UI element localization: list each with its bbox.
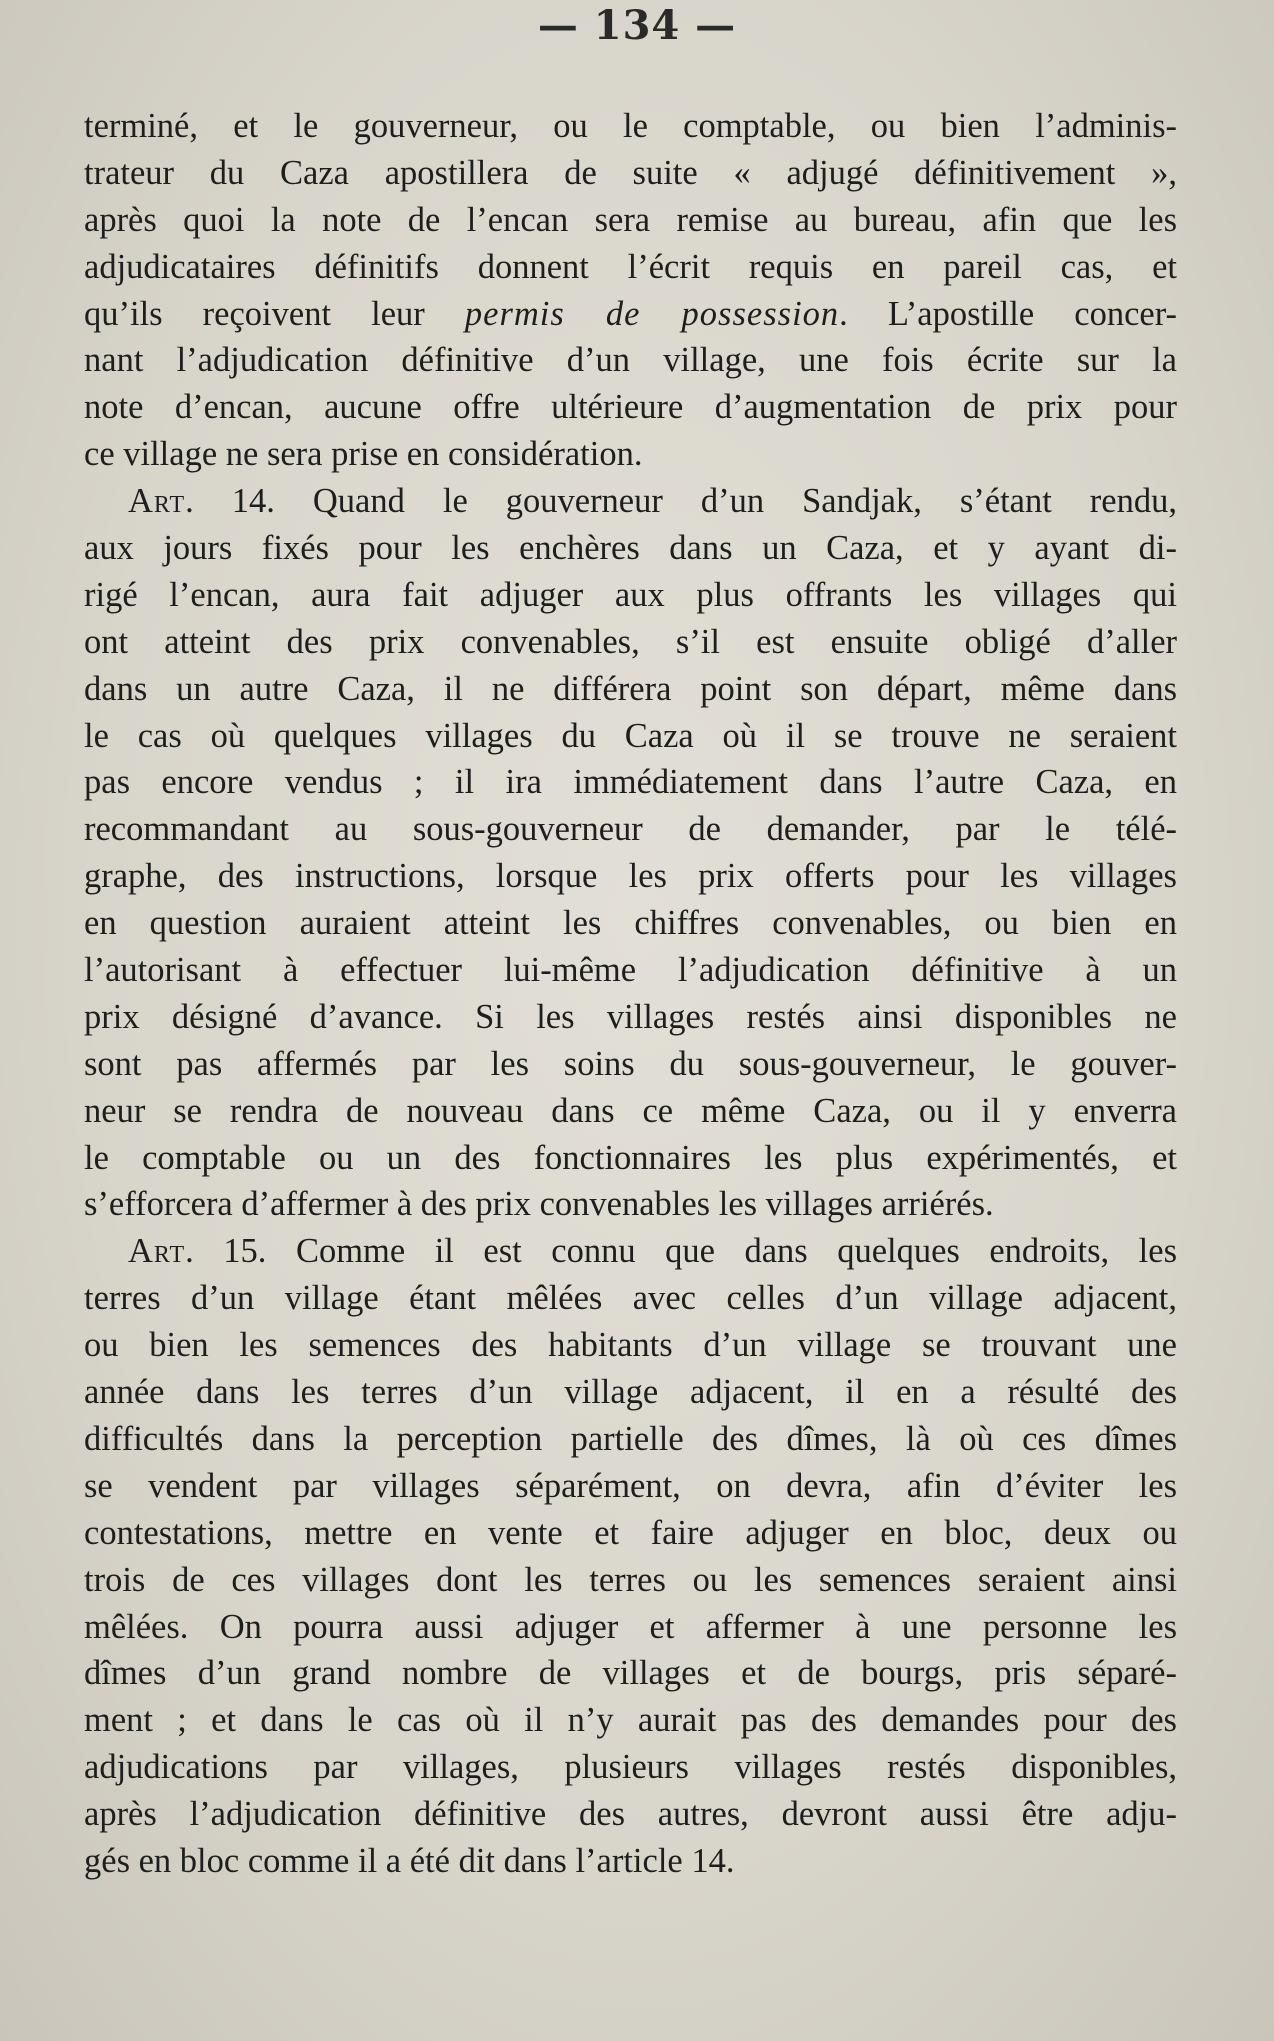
text-line: ont atteint des prix convenables, s’il est ensuite obligé d’aller bbox=[84, 622, 1177, 661]
text-line: recommandant au sous-gouverneur de demander, par le télé- bbox=[84, 810, 1177, 849]
text-line: trois de ces villages dont les terres ou les semences seraient ainsi bbox=[84, 1560, 1177, 1599]
text-line: qu’ils reçoivent leur permis de possession. L’apostille concer- bbox=[84, 294, 1177, 333]
text-line: rigé l’encan, aura fait adjuger aux plus offrants les villages qui bbox=[84, 575, 1177, 614]
text-line: Art. 14. Quand le gouverneur d’un Sandjak, s’étant rendu, bbox=[128, 482, 1177, 521]
text-line: dans un autre Caza, il ne différera point son départ, même dans bbox=[84, 669, 1177, 708]
text-line: pas encore vendus ; il ira immédiatement dans l’autre Caza, en bbox=[84, 763, 1177, 802]
text-line: note d’encan, aucune offre ultérieure d’augmentation de prix pour bbox=[84, 388, 1177, 427]
text-line: dîmes d’un grand nombre de villages et de bourgs, pris séparé- bbox=[84, 1654, 1177, 1693]
text-line: prix désigné d’avance. Si les villages restés ainsi disponibles ne bbox=[84, 997, 1177, 1036]
text-line: le comptable ou un des fonctionnaires les plus expérimentés, et bbox=[84, 1138, 1177, 1177]
text-line: terminé, et le gouverneur, ou le comptable, ou bien l’adminis- bbox=[84, 107, 1177, 145]
text-line: le cas où quelques villages du Caza où il se trouve ne seraient bbox=[84, 716, 1177, 755]
text-line: trateur du Caza apostillera de suite « adjugé définitivement », bbox=[84, 153, 1177, 192]
text-line: s’efforcera d’affermer à des prix convenables les villages arriérés. bbox=[84, 1185, 994, 1224]
text-line: aux jours fixés pour les enchères dans un Caza, et y ayant di- bbox=[84, 529, 1177, 568]
text-line: en question auraient atteint les chiffres convenables, ou bien en bbox=[84, 904, 1177, 943]
text-line: Art. 15. Comme il est connu que dans quelques endroits, les bbox=[128, 1232, 1177, 1271]
text-line: ment ; et dans le cas où il n’y aurait pas des demandes pour des bbox=[84, 1701, 1177, 1740]
article-label: Art bbox=[128, 482, 186, 521]
text-line: nant l’adjudication définitive d’un village, une fois écrite sur la bbox=[84, 341, 1177, 380]
text-line: adjudicataires définitifs donnent l’écrit requis en pareil cas, et bbox=[84, 247, 1177, 286]
text-line: après quoi la note de l’encan sera remise au bureau, afin que les bbox=[84, 200, 1177, 239]
text-line: adjudications par villages, plusieurs villages restés disponibles, bbox=[84, 1748, 1177, 1787]
text-line: ce village ne sera prise en considération. bbox=[84, 435, 643, 474]
italic-text: permis de possession bbox=[464, 294, 840, 333]
body-text bbox=[84, 103, 1177, 1885]
text-line: contestations, mettre en vente et faire adjuger en bloc, deux ou bbox=[84, 1513, 1177, 1552]
text-line: après l’adjudication définitive des autres, devront aussi être adju- bbox=[84, 1795, 1177, 1834]
text-line: mêlées. On pourra aussi adjuger et affermer à une personne les bbox=[84, 1607, 1177, 1646]
page-number: — 134 — bbox=[537, 2, 737, 49]
text-line: difficultés dans la perception partielle des dîmes, là où ces dîmes bbox=[84, 1419, 1177, 1458]
text-line: graphe, des instructions, lorsque les prix offerts pour les villages bbox=[84, 857, 1177, 896]
text-line: gés en bloc comme il a été dit dans l’article 14. bbox=[84, 1841, 735, 1880]
text-line: terres d’un village étant mêlées avec celles d’un village adjacent, bbox=[84, 1279, 1177, 1318]
text-line: l’autorisant à effectuer lui-même l’adjudication définitive à un bbox=[84, 951, 1177, 990]
text-line: se vendent par villages séparément, on devra, afin d’éviter les bbox=[84, 1466, 1177, 1505]
text-line: année dans les terres d’un village adjacent, il en a résulté des bbox=[84, 1373, 1177, 1412]
text-line: neur se rendra de nouveau dans ce même Caza, ou il y enverra bbox=[84, 1091, 1177, 1130]
text-line: ou bien les semences des habitants d’un village se trouvant une bbox=[84, 1326, 1177, 1365]
text-line: sont pas affermés par les soins du sous-gouverneur, le gouver- bbox=[84, 1044, 1177, 1083]
article-label: Art bbox=[128, 1232, 186, 1271]
